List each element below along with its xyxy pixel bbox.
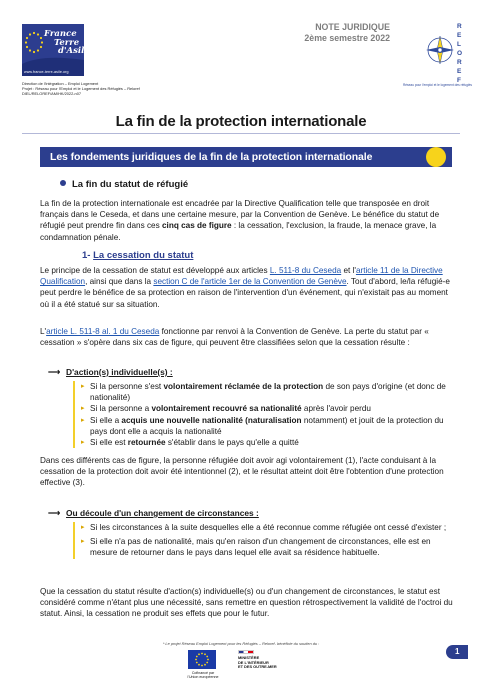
- list-item: ▸ Si elle n'a pas de nationalité, mais qu'en raison d'un changement de circonstances, elle est en mesure de retourner dans le pays dans lequel elle avait sa résidence habituelle.: [81, 536, 453, 558]
- list-item: ▸ Si la personne s'est volontairement réclamée de la protection de son pays d'origine (et donc de nationalité): [81, 381, 453, 403]
- list-item: ▸ Si la personne a volontairement recouvré sa nationalité après l'avoir perdu: [81, 403, 453, 414]
- bullet-dot-icon: [60, 180, 66, 186]
- ministry-name: MINISTÈRE DE L'INTÉRIEUR ET DES OUTRE-MER: [238, 655, 277, 669]
- list-item: ▸ Si elle a acquis une nouvelle nationalité (naturalisation notamment) et jouit de la protection du pays dont elle a acquis la nationalité: [81, 415, 453, 437]
- logo-wordmark: France Terre d'Asile: [44, 29, 90, 56]
- direction-line: Direction de l'intégration – Emploi Logement: [22, 81, 99, 86]
- link-directive-article-11[interactable]: article 11 de la Directive Qualification: [40, 266, 443, 287]
- eu-caption: Cofinancé par l'Union européenne: [187, 671, 219, 680]
- footer-support-note: * Le projet Réseau Emploi Logement pour les Réfugiés – Reloref- bénéficie du soutien du :: [162, 641, 320, 646]
- title-divider: [22, 133, 460, 134]
- yellow-circle-icon: [426, 147, 446, 167]
- reloref-letter: R: [457, 59, 462, 66]
- arrow-right-icon: ⟶: [48, 508, 61, 518]
- french-flag-icon: [238, 650, 254, 654]
- renvoi-paragraph: L'article L. 511-8 al. 1 du Ceseda fonctionne par renvoi à la Convention de Genève. La perte du statut par « cessation » s'opère dans six cas de figure, qui peuvent être classifiées selon que la cessation résulte :: [40, 327, 429, 348]
- list-item: ▸ Si elle est retournée s'établir dans le pays qu'elle a quitté: [81, 437, 453, 448]
- project-line: Projet : Réseau pour l'Emploi et le Logement des Réfugiés – Reloref: [22, 85, 140, 91]
- link-ceseda-l511-8-al1[interactable]: article L. 511-8 al. 1 du Ceseda: [46, 327, 160, 336]
- reloref-letter: E: [457, 32, 462, 39]
- page-title: La fin de la protection internationale: [115, 113, 367, 130]
- note-header: [304, 22, 390, 44]
- page-number-tab: [446, 645, 468, 659]
- cessation-heading-number: 1-: [82, 250, 91, 261]
- eu-flag-icon: [188, 650, 216, 669]
- conclusion-paragraph: Que la cessation du statut résulte d'action(s) individuelle(s) ou d'un changement de circonstances, le statut est considéré comme n'étant plus une nécessité, sans remettre en question rétrospectivement la validité de l'octroi du statut. Ainsi, la cessation ne produit ses effets que pour le futur.: [40, 587, 453, 619]
- individual-actions-list: [73, 381, 453, 448]
- note-label: NOTE JURIDIQUE: [315, 22, 390, 32]
- reloref-tagline: Réseau pour l'emploi et le logement des réfugiés: [402, 83, 472, 87]
- circumstances-list: [73, 522, 453, 559]
- section-banner: [40, 147, 452, 167]
- reloref-letter: R: [457, 23, 462, 30]
- reloref-letter: E: [457, 68, 462, 75]
- ministry-logo: [238, 650, 288, 670]
- intro-paragraph: La fin de la protection internationale est encadrée par la Directive Qualification telle que transposée en droit français dans le Ceseda, et dans une certaine mesure, par la Convention de Genève. Le bénéfice du statut de réfugié peut prendre fin dans ces cinq cas de figure : la cessation, l'exclusion, la fraude, la menace grave, la condamnation pénale.: [40, 199, 440, 242]
- list-item: ▸ Si les circonstances à la suite desquelles elle a été reconnue comme réfugiée ont cessé d'exister ;: [81, 522, 453, 533]
- cessation-heading-text: La cessation du statut: [93, 250, 194, 261]
- arrow-right-icon: ⟶: [48, 367, 61, 377]
- section-banner-label: Les fondements juridiques de la fin de la protection internationale: [50, 151, 373, 163]
- logo-url: www.france-terre-asile.org: [24, 70, 69, 74]
- link-geneva-convention-section-c[interactable]: section C de l'article 1er de la Convention de Genève: [153, 277, 347, 287]
- subsection-heading-text: La fin du statut de réfugié: [72, 179, 189, 190]
- france-terre-asile-logo: [22, 24, 90, 76]
- principle-paragraph: Le principe de la cessation de statut est développé aux articles L. 511-8 du Ceseda et l'article 11 de la Directive Qualification, ainsi que dans la section C de l'article 1er de la Convention de Genève. Tout d'abord, le/la réfugié-e peut perdre le bénéfice de sa protection en raison de l'intervention d'un événement, qui n'existait pas au moment où il a été statué sur sa situation.: [40, 266, 450, 309]
- subsection-heading: [60, 179, 188, 190]
- note-period: 2ème semestre 2022: [304, 33, 390, 43]
- page-number: 1: [455, 647, 460, 656]
- reloref-letter: O: [457, 50, 463, 57]
- circumstances-heading: ⟶ Ou découle d'un changement de circonstances :: [48, 508, 259, 518]
- link-ceseda-l511-8[interactable]: L. 511-8 du Ceseda: [269, 266, 342, 275]
- direction-lines: [22, 82, 162, 97]
- conditions-paragraph: Dans ces différents cas de figure, la personne réfugiée doit avoir agi volontairement (1), l'acte conduisant à la cessation de la protection doit avoir été intentionnel (2), et le résultat atteint doit être l'obtention d'une protection effective (3).: [40, 456, 444, 488]
- reloref-letter: L: [457, 41, 461, 48]
- reloref-letter: F: [457, 77, 461, 84]
- cessation-heading: [82, 250, 193, 261]
- individual-actions-heading: ⟶ D'action(s) individuelle(s) :: [48, 367, 173, 377]
- reference-line: DIEL/RELOREF/AM/HK/2022-n07: [22, 90, 82, 96]
- reloref-compass-icon: [426, 18, 466, 82]
